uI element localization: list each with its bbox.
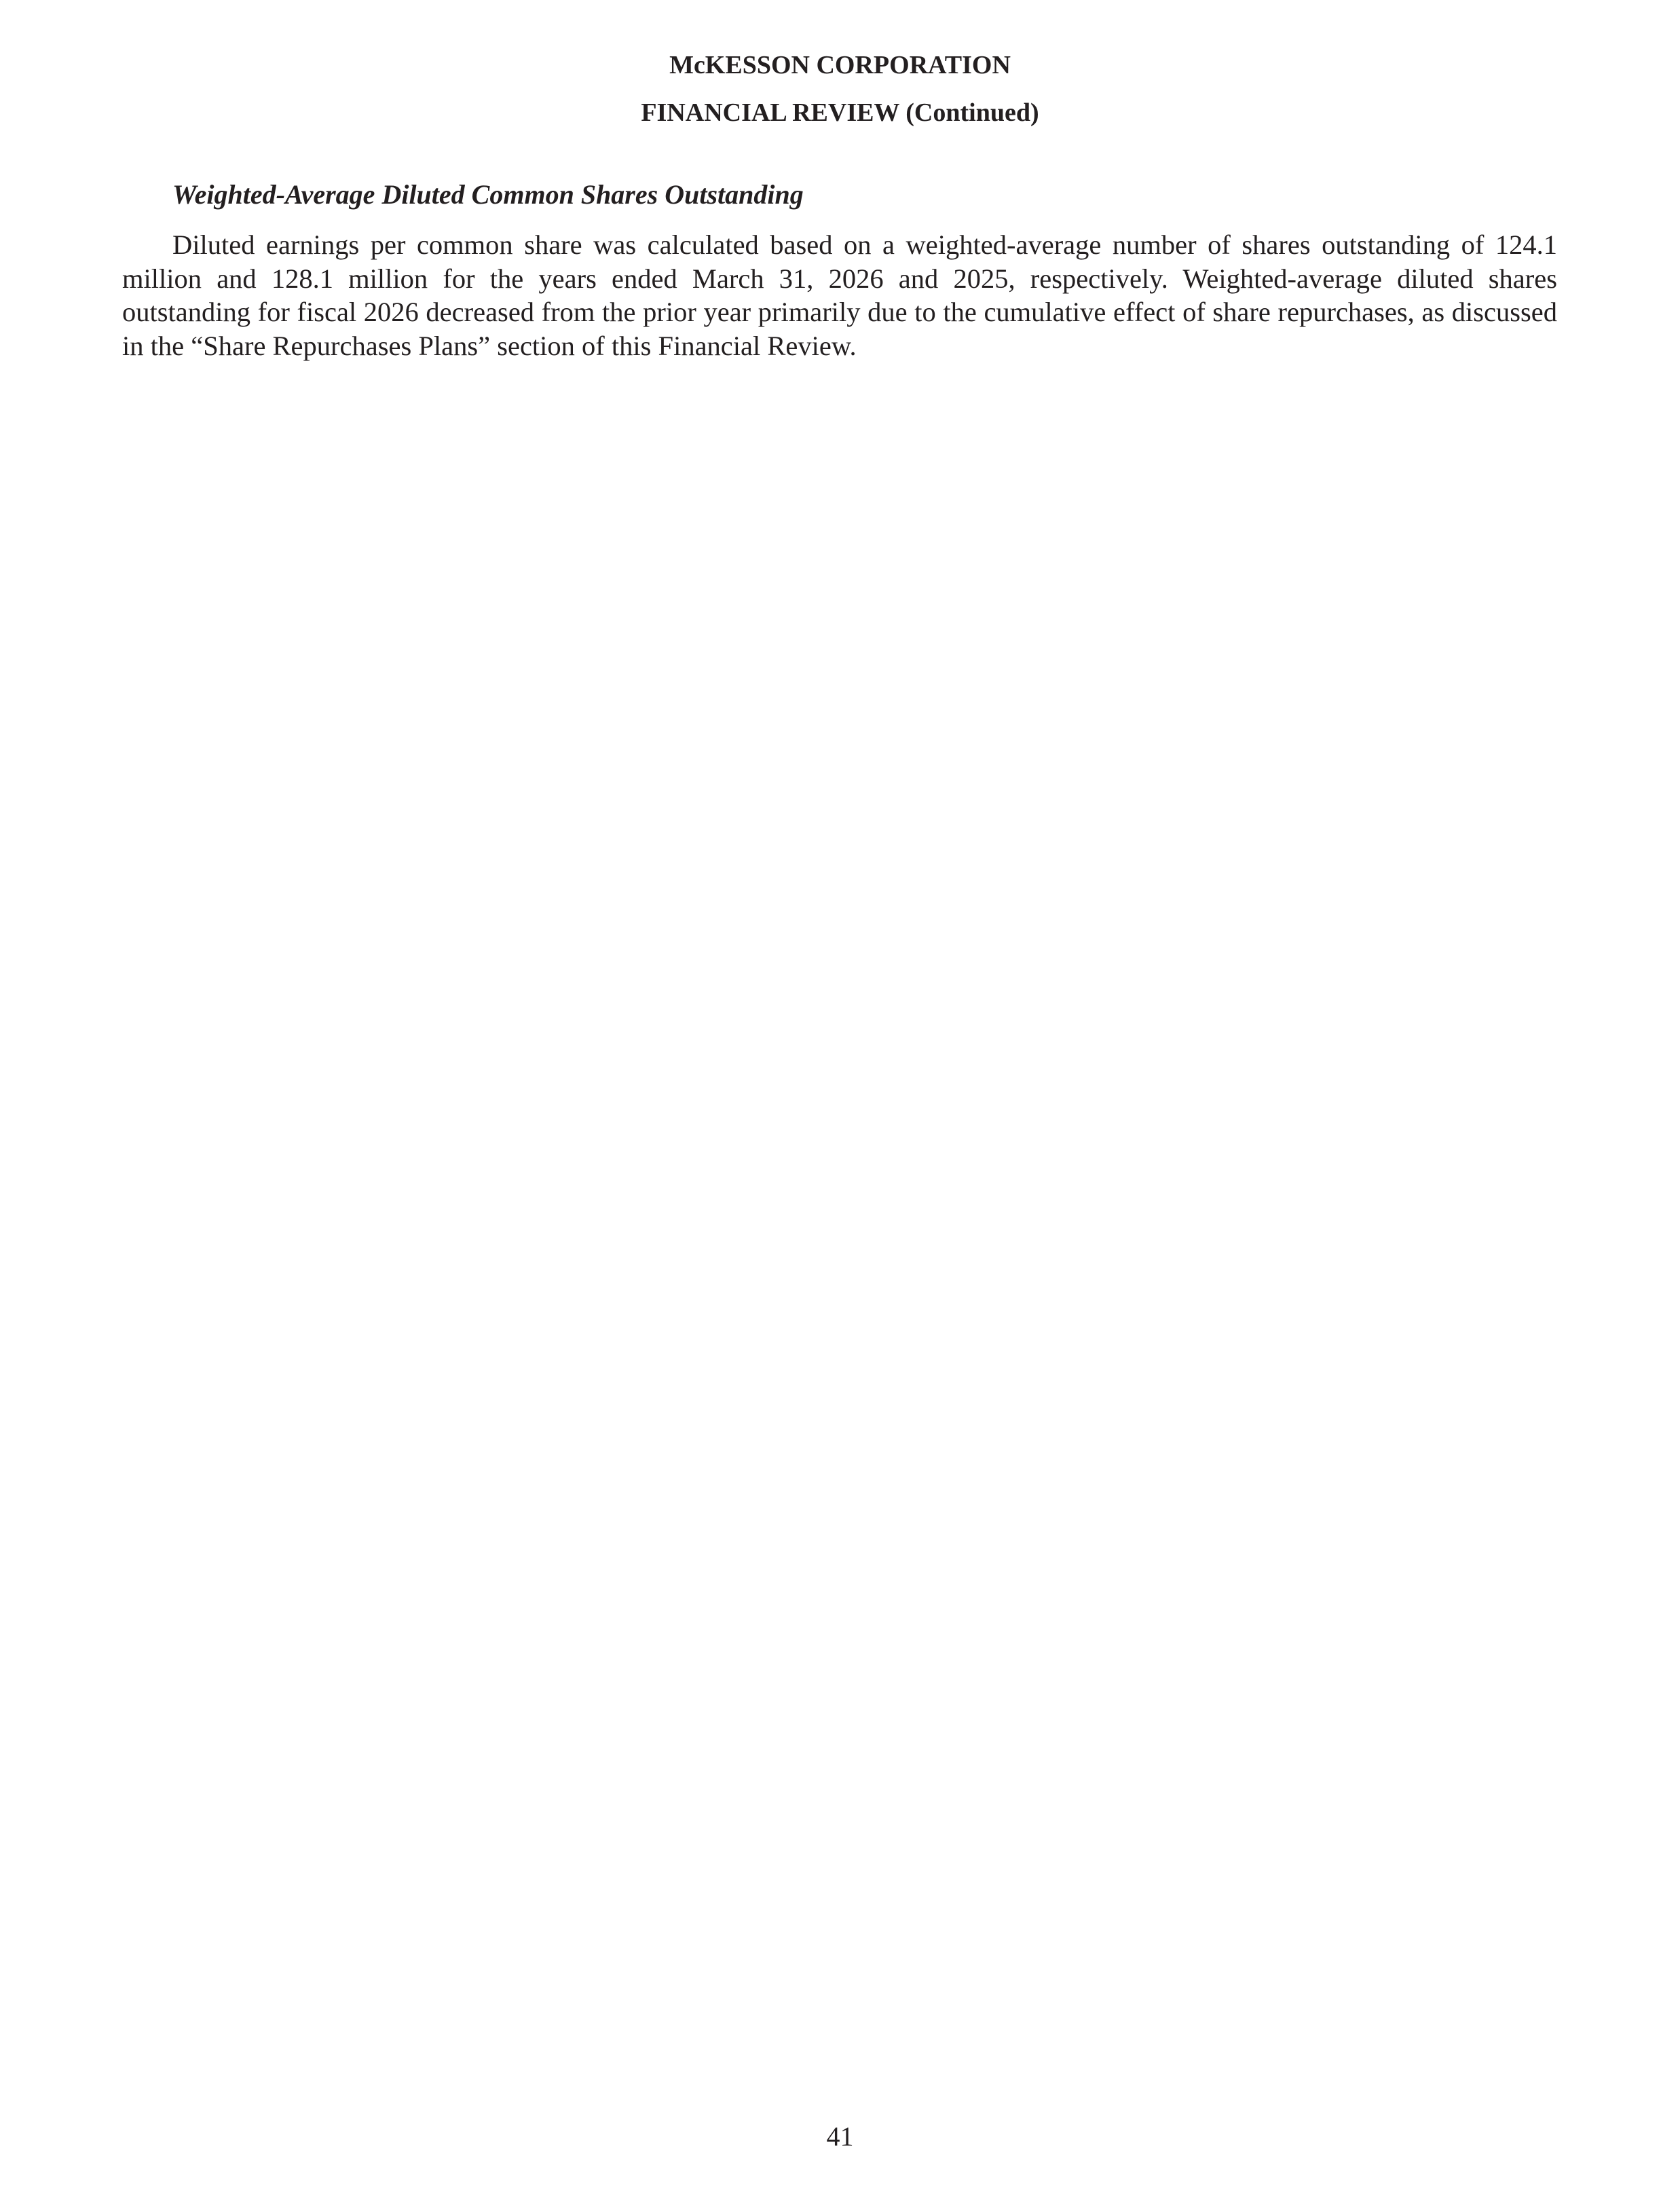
section-heading: Weighted-Average Diluted Common Shares Outstanding — [172, 179, 804, 210]
body-paragraph: Diluted earnings per common share was calculated based on a weighted-average number of shares outstanding of 124.1 million and 128.1 million for the years ended March 31, 2026 and 2025, respectively. Weighted-average diluted shares outstanding for fiscal 2026 decreased from the prior year primarily due to the cumulative effect of share repurchases, as discussed in the “Share Repurchases Plans” section of this Financial Review. — [122, 229, 1557, 361]
page-number: 41 — [826, 2121, 854, 2152]
page-subtitle: FINANCIAL REVIEW (Continued) — [641, 98, 1039, 127]
company-title: McKESSON CORPORATION — [669, 51, 1011, 79]
